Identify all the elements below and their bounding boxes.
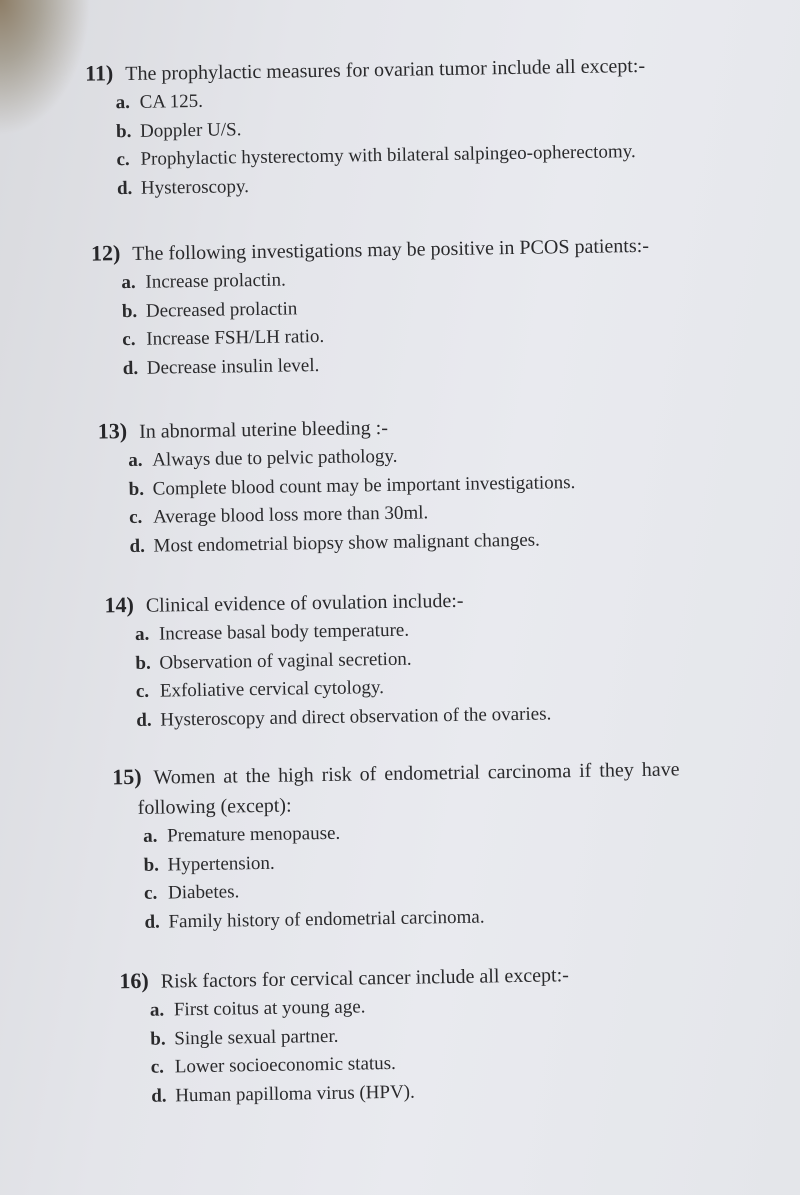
question-text-continued: following (except): xyxy=(137,794,292,819)
option-letter: a. xyxy=(121,271,136,294)
option-letter: a. xyxy=(134,623,150,645)
question-number: 11) xyxy=(84,60,114,86)
option-letter: b. xyxy=(115,120,132,142)
question-11 xyxy=(85,48,747,203)
option-text: Average blood loss more than 30ml. xyxy=(152,502,429,528)
question-14 xyxy=(104,580,766,735)
option-list xyxy=(120,987,782,1111)
option-letter: a. xyxy=(128,449,143,472)
option-letter: c. xyxy=(143,882,158,904)
option-letter: d. xyxy=(116,177,133,199)
option-letter: b. xyxy=(143,854,160,876)
option-letter: b. xyxy=(135,652,151,674)
option-list xyxy=(85,79,747,203)
option-list xyxy=(113,813,749,937)
question-16 xyxy=(119,956,781,1111)
question-text: Clinical evidence of ovulation include:- xyxy=(145,589,464,617)
option-text: Premature menopause. xyxy=(166,822,341,847)
question-text: In abnormal uterine bleeding :- xyxy=(138,416,389,443)
question-number: 14) xyxy=(104,591,135,618)
question-text: The prophylactic measures for ovarian tumor include all except:- xyxy=(125,54,646,86)
question-number: 13) xyxy=(97,418,128,444)
option-text: Exfoliative cervical cytology. xyxy=(159,677,385,702)
option-text: Always due to pelvic pathology. xyxy=(152,445,398,471)
question-number: 16) xyxy=(119,967,149,994)
question-12 xyxy=(91,228,753,383)
option-text: Hysteroscopy. xyxy=(140,175,250,199)
option-text: First coitus at young age. xyxy=(173,996,366,1021)
question-text: The following investigations may be positive in PCOS patients:- xyxy=(132,234,650,265)
option-text: Hysteroscopy and direct observation of the ovaries. xyxy=(160,702,552,731)
option-list xyxy=(91,259,753,383)
option-letter: c. xyxy=(150,1056,165,1078)
question-15 xyxy=(112,752,749,937)
option-letter: d. xyxy=(136,709,152,731)
question-number: 12) xyxy=(90,240,121,266)
option-text: Increase FSH/LH ratio. xyxy=(146,325,325,350)
option-letter: d. xyxy=(144,911,160,933)
option-text: Decrease insulin level. xyxy=(146,354,320,379)
option-letter: b. xyxy=(128,478,145,500)
option-list xyxy=(98,437,760,561)
option-text: Complete blood count may be important investigations. xyxy=(152,471,576,500)
option-letter: a. xyxy=(142,825,158,847)
question-text: Risk factors for cervical cancer include all except:- xyxy=(160,964,570,993)
option-letter: a. xyxy=(115,91,131,114)
option-text: Hypertension. xyxy=(167,852,275,875)
option-text: Increase prolactin. xyxy=(145,269,286,293)
option-text: Increase basal body temperature. xyxy=(158,619,410,645)
question-number: 15) xyxy=(112,763,142,790)
option-text: Diabetes. xyxy=(167,881,240,904)
option-letter: c. xyxy=(128,506,143,529)
option-text: Prophylactic hysterectomy with bilateral salpingeo-opherectomy. xyxy=(140,141,636,170)
option-letter: c. xyxy=(135,680,150,702)
option-letter: d. xyxy=(129,535,146,557)
option-text: Observation of vaginal secretion. xyxy=(159,648,412,674)
option-letter: d. xyxy=(151,1085,167,1107)
option-letter: c. xyxy=(116,148,130,171)
option-letter: a. xyxy=(149,999,165,1021)
option-text: Human papilloma virus (HPV). xyxy=(175,1081,415,1106)
option-text: Single sexual partner. xyxy=(174,1025,339,1049)
option-text: Doppler U/S. xyxy=(139,118,242,142)
option-letter: d. xyxy=(122,357,139,379)
option-text: Decreased prolactin xyxy=(145,297,298,322)
question-13 xyxy=(98,406,760,561)
option-text: Most endometrial biopsy show malignant changes. xyxy=(153,529,540,557)
option-letter: b. xyxy=(150,1028,166,1050)
option-letter: c. xyxy=(122,328,136,351)
option-text: CA 125. xyxy=(139,90,204,113)
option-list xyxy=(105,611,767,735)
option-text: Lower socioeconomic status. xyxy=(174,1052,397,1078)
question-text: Women at the high risk of endometrial carcinoma if they have xyxy=(153,758,680,789)
option-letter: b. xyxy=(121,300,138,322)
option-text: Family history of endometrial carcinoma. xyxy=(168,906,485,932)
